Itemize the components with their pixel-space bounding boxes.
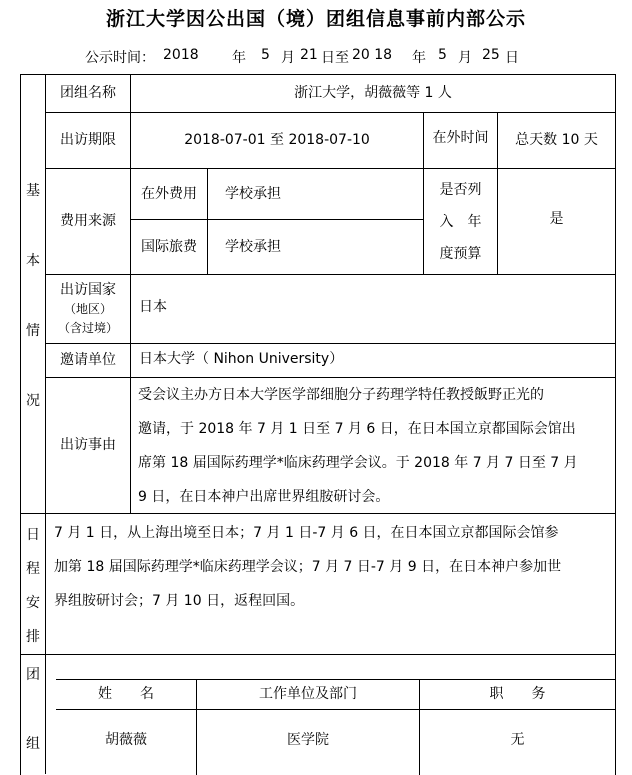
member-title: 无 — [510, 731, 525, 748]
notice-start-year: 2018 — [163, 47, 199, 63]
abroad-cost-value: 学校承担 — [225, 185, 281, 202]
purpose-line-1: 受会议主办方日本大学医学部细胞分子药理学特任教授飯野正光的 — [138, 387, 544, 403]
notice-yue-1: 月 — [281, 50, 295, 66]
members-section-char-2: 组 — [26, 736, 40, 752]
budget-label-line-3: 度预算 — [439, 245, 482, 262]
notice-nian-1: 年 — [232, 50, 246, 66]
member-name: 胡薇薇 — [105, 731, 147, 748]
notice-time-line — [0, 47, 632, 67]
group-name-label: 团组名称 — [60, 85, 116, 102]
funding-label: 费用来源 — [60, 213, 116, 230]
schedule-section-char-3: 安 — [26, 595, 40, 611]
schedule-section-char-1: 日 — [26, 527, 40, 543]
members-section-char-1: 团 — [26, 667, 40, 683]
notice-end-month: 5 — [438, 47, 447, 63]
notice-ri-zhi: 日至 — [321, 50, 349, 66]
schedule-section-char-4: 排 — [26, 629, 40, 645]
notice-nian-2: 年 — [412, 50, 426, 66]
purpose-line-3: 席第 18 届国际药理学*临床药理学会议。于 2018 年 7 月 7 日至 7 月 — [138, 455, 578, 471]
members-header-title: 职 务 — [489, 686, 546, 703]
budget-label — [424, 169, 497, 274]
country-label-line-2: （地区） — [63, 301, 112, 316]
members-header-name: 姓 名 — [98, 686, 154, 703]
travel-cost-label: 国际旅费 — [141, 238, 197, 255]
members-header-unit: 工作单位及部门 — [259, 686, 357, 703]
group-name-value: 浙江大学，胡薇薇等 1 人 — [294, 85, 452, 102]
budget-value: 是 — [549, 210, 564, 227]
schedule-text — [54, 516, 614, 618]
notice-start-month: 5 — [261, 47, 270, 63]
notice-ri-2: 日 — [505, 50, 519, 66]
period-value: 2018-07-01 至 2018-07-10 — [184, 132, 370, 149]
country-label — [46, 275, 130, 343]
schedule-line-2: 加第 18 届国际药理学*临床药理学会议；7 月 7 日-7 月 9 日，在日本神户参加世 — [54, 559, 562, 575]
page-title: 浙江大学因公出国（境）团组信息事前内部公示 — [105, 8, 526, 30]
purpose-label: 出访事由 — [60, 437, 116, 454]
basic-section-char-1: 基 — [26, 183, 40, 199]
inviter-label: 邀请单位 — [60, 352, 116, 369]
travel-cost-value: 学校承担 — [225, 238, 281, 255]
member-unit: 医学院 — [287, 731, 329, 748]
basic-section-char-3: 情 — [26, 323, 40, 339]
budget-label-line-1: 是否列 — [439, 181, 482, 198]
budget-label-line-2: 入 年 — [439, 213, 482, 230]
purpose-line-2: 邀请，于 2018 年 7 月 1 日至 7 月 6 日，在日本国立京都国际会馆出 — [138, 421, 576, 437]
notice-yue-2: 月 — [458, 50, 472, 66]
total-days-value: 总天数 10 天 — [515, 132, 598, 149]
country-label-line-1: 出访国家 — [60, 281, 116, 298]
basic-section-char-4: 况 — [26, 393, 40, 409]
schedule-line-1: 7 月 1 日，从上海出境至日本；7 月 1 日-7 月 6 日，在日本国立京都国际会馆参 — [54, 525, 559, 541]
notice-start-day: 21 — [300, 47, 318, 63]
schedule-line-3: 界组胺研讨会；7 月 10 日，返程回国。 — [54, 593, 305, 609]
purpose-text — [138, 378, 614, 514]
notice-label: 公示时间： — [85, 50, 155, 66]
inviter-value: 日本大学（ Nihon University） — [139, 351, 344, 368]
schedule-section-char-2: 程 — [26, 561, 40, 577]
notice-end-day: 25 — [482, 47, 500, 63]
purpose-line-4: 9 日，在日本神户出席世界组胺研讨会。 — [138, 489, 390, 505]
period-label: 出访期限 — [60, 132, 116, 149]
abroad-cost-label: 在外费用 — [141, 185, 197, 202]
country-label-line-3: （含过境） — [57, 320, 118, 335]
abroad-time-label: 在外时间 — [432, 129, 489, 146]
notice-end-year: 20 18 — [352, 47, 393, 63]
basic-section-char-2: 本 — [26, 253, 40, 269]
country-value: 日本 — [139, 298, 167, 315]
